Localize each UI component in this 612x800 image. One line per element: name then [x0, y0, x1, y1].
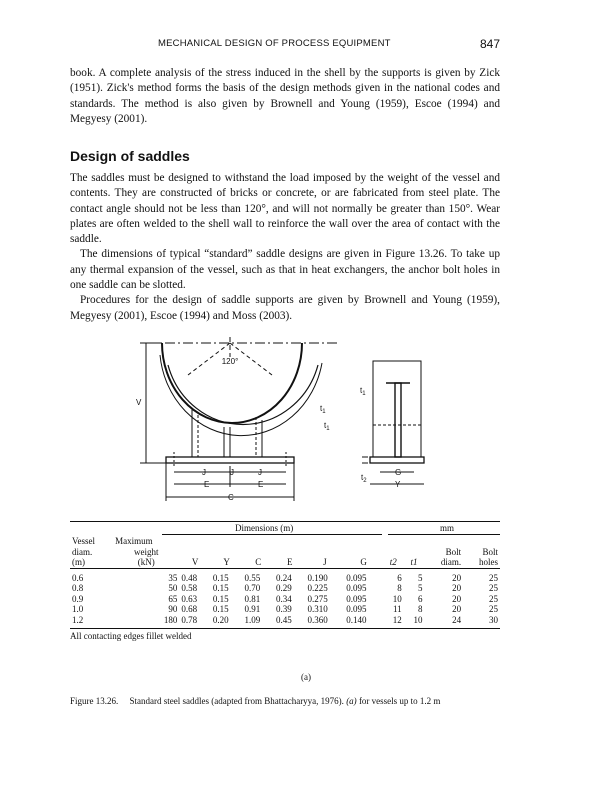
- j-label: J: [202, 468, 206, 477]
- running-title: MECHANICAL DESIGN OF PROCESS EQUIPMENT: [158, 38, 391, 49]
- wear-plate: [160, 355, 322, 436]
- paragraph-continuation: book. A complete analysis of the stress induced in the shell by the supports is given by Zick (1951). Zick's method forms the basis of the design methods given in the national codes and standards. The method is also given by Brownell and Young (1959), Escoe (1994) and Megyesy (2001).: [70, 67, 500, 125]
- t1-label: $t_1$: [324, 421, 330, 432]
- page-header: [70, 38, 500, 52]
- t1-label: $t_1$: [320, 404, 326, 415]
- table-note: All contacting edges fillet welded: [70, 631, 192, 641]
- section-body: [70, 171, 500, 324]
- header-row: Vessel Maximum: [72, 536, 153, 546]
- paragraph-dimensions: The dimensions of typical “standard” saddle designs are given in Figure 13.26. To take up any thermal expansion of the vessel, such as that in heat exchangers, the anchor bolt holes in one saddle can be slotted.: [70, 248, 500, 292]
- figure-caption: [70, 696, 530, 706]
- group-mm: mm: [440, 523, 455, 533]
- table-row: 0.9 65 0.63 0.15 0.81 0.34 0.275 0.095 10 6 20 25: [72, 593, 498, 604]
- table-grid: [70, 536, 500, 629]
- vessel-shell: [162, 343, 302, 423]
- e-label: E: [258, 480, 264, 489]
- table-row: 0.8 50 0.58 0.15 0.70 0.29 0.225 0.095 8 5 20 25: [72, 583, 498, 593]
- g-label: G: [395, 468, 402, 477]
- saddle-dimensions-table: [70, 521, 500, 629]
- caption-italic: (a): [346, 696, 357, 706]
- t2-label: $t_2$: [361, 473, 367, 484]
- header-row: diam. weight Bolt Bolt: [72, 546, 498, 557]
- table-row: 1.2 180 0.78 0.20 1.09 0.45 0.360 0.140 12 10 24 30: [72, 614, 498, 625]
- y-label: Y: [395, 480, 401, 489]
- figure-sublabel: (a): [301, 672, 311, 682]
- caption-prefix: Figure 13.26.: [70, 696, 119, 706]
- section-heading: Design of saddles: [70, 148, 190, 164]
- group-dimensions: Dimensions (m): [235, 523, 294, 533]
- side-view-outline: [373, 361, 421, 457]
- page-number: 847: [479, 37, 500, 51]
- angle-label: 120°: [221, 357, 239, 366]
- table-row: 1.0 90 0.68 0.15 0.91 0.39 0.310 0.095 11 8 20 25: [72, 604, 498, 614]
- caption-text: Standard steel saddles (adapted from Bhattacharyya, 1976).: [129, 696, 347, 706]
- side-view-web: [395, 383, 401, 457]
- paragraph-saddle-load: The saddles must be designed to withstand the load imposed by the weight of the vessel and contents. They are constructed of bricks or concrete, or are fabricated from steel plate. The contact angle should not be less than 120°, and will not normally be greater than 150°. Wear plates are often welded to the shell wall to reinforce the wall over the area of contact with the saddle.: [70, 172, 500, 246]
- t1-label: $t_1$: [360, 386, 366, 397]
- header-row: (m) (kN) V Y C E J G t2 t1 diam. holes: [72, 557, 498, 567]
- side-view-base: [370, 457, 424, 463]
- table-row: 0.6 35 0.48 0.15 0.55 0.24 0.190 0.095 6 5 20 25: [72, 572, 498, 583]
- base-plate: [166, 457, 294, 463]
- paragraph-procedures: Procedures for the design of saddle supports are given by Brownell and Young (1959), Megyesy (2001), Escoe (1994) and Moss (2003).: [70, 294, 500, 322]
- v-label: V: [136, 398, 142, 407]
- c-label: C: [228, 493, 234, 502]
- caption-tail: for vessels up to 1.2 m: [356, 696, 441, 706]
- j-label: J: [258, 468, 262, 477]
- e-label: E: [204, 480, 210, 489]
- j-label: J: [230, 468, 234, 477]
- saddle-drawing: [130, 335, 470, 505]
